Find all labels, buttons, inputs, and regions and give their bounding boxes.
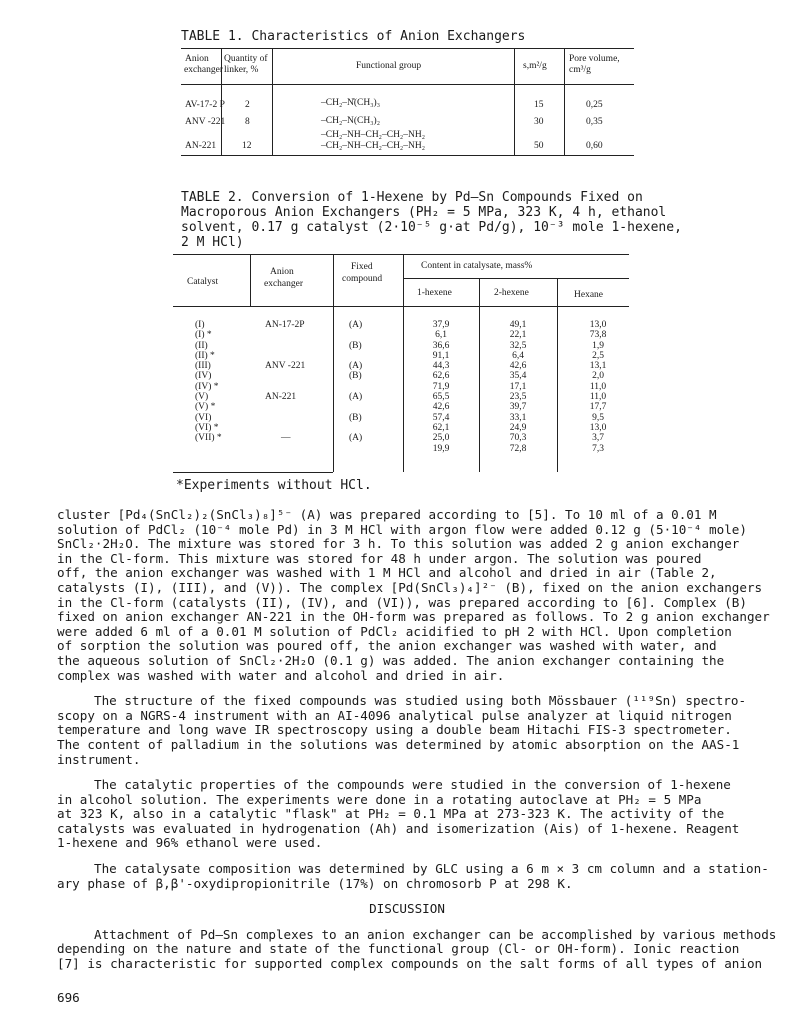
header-2-hexene: 2-hexene [494, 288, 529, 298]
list-item: (IV) [195, 371, 212, 382]
list-item: 13,0 [589, 320, 607, 330]
list-item: 11,0 [589, 392, 607, 403]
header-1-hexene: 1-hexene [417, 288, 452, 298]
list-item: 11,0 [589, 381, 607, 392]
table1-col-divider [272, 48, 273, 155]
text-line: temperature and long wave IR spectroscopy using a double beam Hitachi FIS-3 spectrometer. [57, 722, 732, 738]
list-item: 91,1 [432, 350, 450, 361]
list-item: AN-221 [265, 392, 297, 403]
list-item [265, 371, 325, 381]
header-anion: Anion [185, 54, 209, 64]
text-line: [7] is characteristic for supported complex compounds on the salt forms of all types of anion [57, 956, 763, 972]
text-line: of sorption the solution was poured off, the anion exchanger was washed with water, and [57, 638, 717, 654]
list-item: 71,9 [432, 381, 450, 392]
list-item: (VI) [195, 412, 212, 423]
list-item: (V) [195, 392, 209, 403]
header-functional-group: Functional group [356, 61, 422, 71]
list-item: ANV -221 [265, 361, 306, 372]
list-item: 36,6 [432, 340, 450, 351]
header-pore-volume: Pore volume, [569, 54, 620, 64]
header-content: Content in catalysate, mass% [421, 261, 533, 271]
table-row-pore: 0,25 [586, 100, 603, 110]
list-item [195, 444, 255, 454]
list-item [265, 402, 325, 412]
list-item [265, 330, 325, 340]
table2-caption-line: Macroporous Anion Exchangers (PH₂ = 5 MPa, 323 K, 4 h, ethanol [181, 205, 667, 220]
hexene1-column [421, 320, 461, 454]
paragraph-2 [57, 694, 757, 767]
text-line: complex was washed with water and alcohol and dried in air. [57, 667, 505, 683]
table2-bottom-rule [173, 472, 333, 473]
table2-col-divider [250, 254, 251, 306]
table-row-linker: 2 [245, 100, 250, 110]
list-item: 44,3 [432, 361, 450, 372]
list-item: 42,6 [432, 402, 450, 413]
text-line: 1-hexene and 96% ethanol were used. [57, 835, 323, 851]
text-line: catalysts (I), (III), and (V)). The complex [Pd(SnCl₃)₄]²⁻ (B), fixed on the anion exchangers [57, 579, 763, 595]
list-item: 62,6 [432, 371, 450, 382]
text-line: off, the anion exchanger was washed with 1 M HCl and alcohol and dried in air (Table 2, [57, 565, 717, 581]
text-line: in the Cl-form (catalysts (II), (IV), and (VI)), was prepared according to [6]. Complex (B) [57, 594, 747, 610]
list-item [349, 351, 389, 361]
list-item: (I) [195, 320, 205, 330]
hexene2-column [498, 320, 538, 454]
text-line: The content of palladium in the solutions was determined by atomic absorption on the AAS-1 [57, 736, 740, 752]
paragraph-4 [57, 861, 769, 891]
table-row-pore: 0,60 [586, 141, 603, 151]
text-line: catalysts was evaluated in hydrogenation (Ah) and isomerization (Ais) of 1-hexene. Reagent [57, 820, 740, 836]
list-item: 1,9 [592, 340, 604, 351]
table1-top-rule [181, 48, 634, 49]
header-linker: linker, % [224, 65, 259, 75]
list-item: 57,4 [432, 412, 450, 423]
list-item: 62,1 [432, 422, 450, 433]
list-item: (IV) * [195, 381, 219, 392]
header-exchanger: exchanger [184, 65, 224, 75]
list-item: 70,3 [509, 433, 527, 444]
body-text [57, 507, 777, 972]
header-surface: s,m²/g [523, 61, 547, 71]
table-row-linker: 12 [242, 141, 252, 151]
table2-col-divider [479, 278, 480, 472]
paragraph-1 [57, 507, 770, 683]
header-catalyst: Catalyst [187, 277, 219, 287]
list-item: (B) [349, 412, 362, 423]
text-line: in alcohol solution. The experiments were done in a rotating autoclave at PH₂ = 5 MPa [57, 791, 702, 807]
header-pore-units: cm³/g [569, 65, 591, 75]
list-item [265, 444, 325, 454]
list-item: (II) * [195, 350, 215, 361]
list-item: 17,7 [589, 402, 607, 413]
table-row-surface: 30 [534, 117, 544, 127]
table2-caption [181, 190, 682, 250]
paragraph-3 [57, 778, 757, 851]
table1-col-divider [514, 48, 515, 155]
table1-header-rule [181, 84, 634, 85]
table2-footnote: *Experiments without HCl. [176, 478, 372, 493]
header-fixed: Fixed [351, 262, 373, 272]
text-line: scopy on a NGRS-4 instrument with an AI-4096 analytical pulse analyzer at liquid nitrogen [57, 707, 732, 723]
text-line: were added 6 ml of a 0.01 M solution of PdCl₂ acidified to pH 2 with HCl. Upon completion [57, 623, 732, 639]
section-heading: DISCUSSION [369, 901, 445, 917]
list-item [265, 341, 325, 351]
list-item: (A) [349, 433, 363, 444]
table-row-group-2: –CH₂–NH–CH₂–CH₂–NH₂ [321, 141, 426, 151]
table-row-group: –CH₂–NH–CH₂–CH₂–NH₂ [321, 130, 426, 140]
list-item: 3,7 [592, 433, 604, 444]
list-item: 2,0 [592, 371, 604, 382]
table2-caption-line: TABLE 2. Conversion of 1-Hexene by Pd–Sn Compounds Fixed on [181, 190, 643, 205]
table1-caption: TABLE 1. Characteristics of Anion Exchangers [181, 29, 526, 44]
list-item: 39,7 [509, 402, 527, 413]
list-item [265, 413, 325, 423]
list-item: (B) [349, 340, 362, 351]
text-line: in the Cl-form. This mixture was stored for 48 h under argon. The solution was poured [57, 550, 702, 566]
text-line: The structure of the fixed compounds was studied using both Mössbauer (¹¹⁹Sn) spectro- [94, 693, 747, 709]
text-line: solution of PdCl₂ (10⁻⁴ mole Pd) in 3 M HCl with argon flow were added 0.12 g (5·10⁻⁴ mole) [57, 521, 747, 537]
list-item: 33,1 [509, 412, 527, 423]
table2-col-divider [557, 278, 558, 472]
header-exchanger: exchanger [264, 279, 304, 289]
table2-top-rule [173, 254, 629, 255]
exchanger-column [265, 320, 325, 454]
list-item: 13,1 [589, 361, 607, 372]
header-hexane: Hexane [574, 290, 604, 300]
header-quantity: Quantity of [224, 54, 268, 64]
table2 [173, 254, 629, 472]
list-item [349, 444, 389, 454]
list-item [349, 330, 389, 340]
table-row-surface: 15 [534, 100, 544, 110]
list-item: 32,5 [509, 340, 527, 351]
list-item: (III) [195, 361, 211, 372]
text-line: SnCl₂·2H₂O. The mixture was stored for 3 h. To this solution was added 2 g anion exchanger [57, 536, 740, 552]
fixed-compound-column [349, 320, 389, 454]
text-line: depending on the nature and state of the functional group (Cl- or OH-form). Ionic reaction [57, 941, 740, 957]
header-compound: compound [342, 274, 383, 284]
text-line: The catalysate composition was determined by GLC using a 6 m × 3 cm column and a station- [94, 861, 769, 877]
text-line: cluster [Pd₄(SnCl₂)₂(SnCl₃)₈]⁵⁻ (A) was prepared according to [5]. To 10 ml of a 0.01 M [57, 507, 717, 522]
list-item: (II) [195, 340, 208, 351]
list-item: 65,5 [432, 392, 450, 403]
list-item [265, 351, 325, 361]
list-item: AN-17-2P [265, 320, 305, 330]
text-line: The catalytic properties of the compounds were studied in the conversion of 1-hexene [94, 777, 731, 793]
table2-col-divider [403, 254, 404, 472]
list-item: (VI) * [195, 422, 219, 433]
table2-col-divider [333, 254, 334, 472]
hexane-column [578, 320, 618, 454]
list-item: 73,8 [589, 330, 607, 341]
list-item: (I) * [195, 330, 212, 341]
list-item: 6,1 [435, 330, 447, 341]
list-item: (A) [349, 320, 363, 330]
list-item [265, 423, 325, 433]
table-row-name: AN-221 [185, 141, 217, 151]
table-row-group: –CH₂–N(CH₃)₂ [321, 116, 381, 126]
list-item: 24,9 [509, 422, 527, 433]
text-line: instrument. [57, 751, 141, 767]
list-item: 9,5 [592, 412, 604, 423]
list-item: 49,1 [509, 320, 527, 330]
table2-caption-line: 2 M HCl) [181, 235, 244, 250]
list-item: 17,1 [509, 381, 527, 392]
list-item: (VII) * [195, 433, 222, 444]
list-item: 22,1 [509, 330, 527, 341]
list-item: 72,8 [509, 443, 527, 454]
table-row-linker: 8 [245, 117, 250, 127]
list-item: 42,6 [509, 361, 527, 372]
text-line: the aqueous solution of SnCl₂·2H₂O (0.1 g) was added. The anion exchanger containing the [57, 652, 725, 668]
table2-subheader-rule [403, 278, 629, 279]
list-item: 35,4 [509, 371, 527, 382]
table-row-name: ANV -221 [185, 117, 226, 127]
page-number: 696 [57, 990, 80, 1005]
list-item [349, 402, 389, 412]
list-item: (B) [349, 371, 362, 382]
header-anion: Anion [270, 267, 294, 277]
table2-header-rule [173, 306, 629, 307]
list-item: (A) [349, 392, 363, 403]
list-item: 13,0 [589, 422, 607, 433]
table-row-group: –CH₂–N̊(CH₃)₃ [321, 98, 381, 108]
list-item: — [281, 433, 291, 444]
list-item: 23,5 [509, 392, 527, 403]
list-item: 7,3 [592, 443, 604, 454]
list-item: 19,9 [432, 443, 450, 454]
table1-col-divider [564, 48, 565, 155]
text-line: at 323 K, also in a catalytic "flask" at PH₂ = 0.1 MPa at 273-323 K. The activity of the [57, 806, 725, 822]
table1 [181, 48, 634, 156]
text-line: Attachment of Pd–Sn complexes to an anion exchanger can be accomplished by various methods [94, 926, 777, 942]
table2-caption-line: solvent, 0.17 g catalyst (2·10⁻⁵ g·at Pd/g), 10⁻³ mole 1-hexene, [181, 220, 682, 235]
paragraph-5 [57, 926, 777, 972]
text-line: ary phase of β,β'-oxydipropionitrile (17%) on chromosorb P at 298 K. [57, 875, 573, 891]
list-item [349, 423, 389, 433]
table-row-surface: 50 [534, 141, 544, 151]
catalyst-column [195, 320, 255, 454]
table-row-name: AV-17-2 P [185, 100, 225, 110]
text-line: fixed on anion exchanger AN-221 in the OH-form was prepared as follows. To 2 g anion exchanger [57, 609, 770, 625]
list-item: 2,5 [592, 350, 604, 361]
list-item: 37,9 [432, 320, 450, 330]
list-item: 6,4 [512, 350, 524, 361]
list-item [265, 382, 325, 392]
list-item: (A) [349, 361, 363, 372]
list-item [349, 382, 389, 392]
list-item: 25,0 [432, 433, 450, 444]
list-item: (V) * [195, 402, 216, 413]
table1-bottom-rule [181, 155, 634, 156]
table-row-pore: 0,35 [586, 117, 603, 127]
